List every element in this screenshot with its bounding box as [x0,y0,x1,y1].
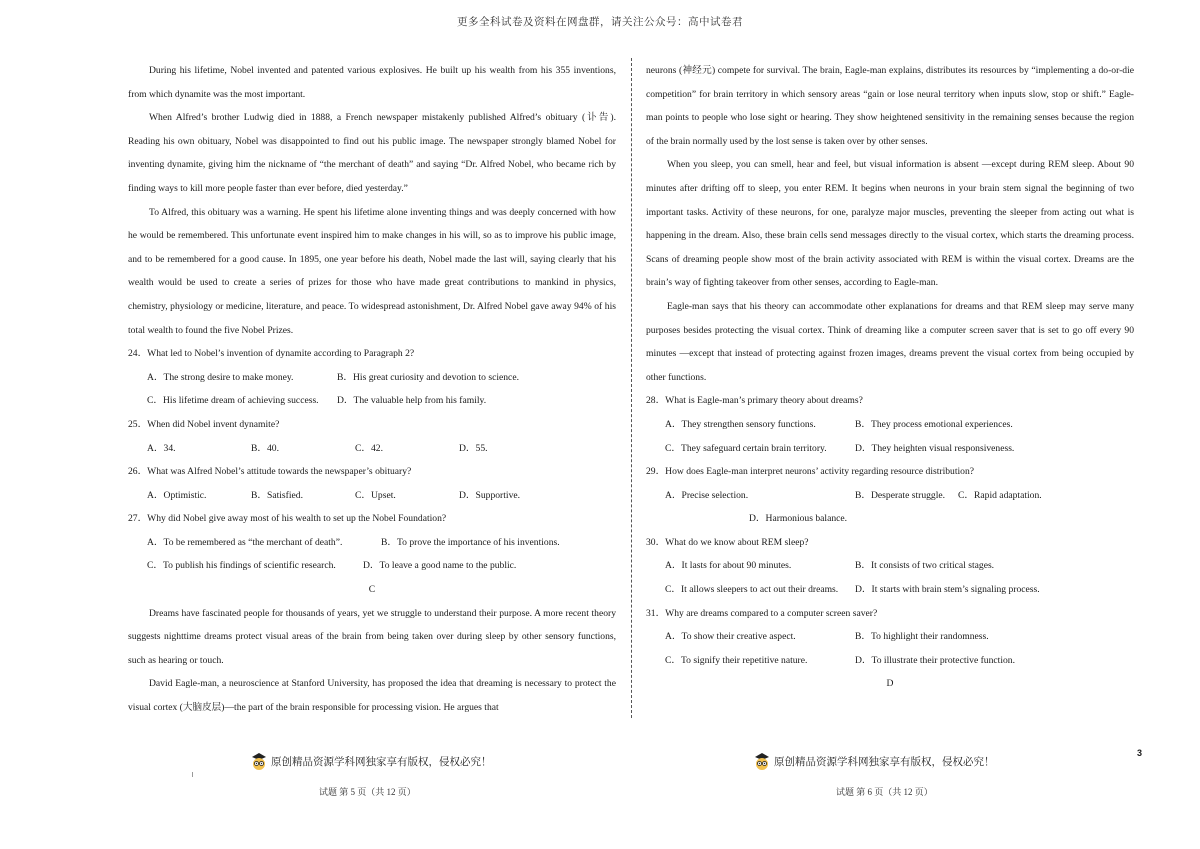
option-a: A．Precise selection. [665,489,749,501]
paragraph: To Alfred, this obituary was a warning. He spent his lifetime alone inventing things and was deeply concerned with how he would be remembered. This unfortunate event inspired him to make changes in his will, so as to improve his public image, and to be remembered for a good cause. In 1895, one year before his death, Nobel made the last will, saying clearly that his wealth would be used to create a series of prizes for those who have made great contributions to mankind in physics, chemistry, physiology or medicine, literature, and peace. To widespread astonishment, Dr. Alfred Nobel gave away 94% of his total wealth to found the five Nobel Prizes. [128,206,616,336]
sheet-number: 3 [1137,748,1143,758]
option-a: A．To be remembered as “the merchant of death”. [147,536,343,548]
paragraph: Eagle-man says that his theory can accommodate other explanations for dreams and that REM sleep may serve many purposes besides protecting the visual cortex. Think of dreaming like a computer screen saver that is set to go off every 90 minutes —except that instead of protecting against frozen images, dreams prevent the visual cortex from being occupied by other functions. [646,300,1134,383]
paragraph: Dreams have fascinated people for thousands of years, yet we struggle to understand their purpose. A more recent theory suggests nighttime dreams protect visual areas of the brain from being taken over during sleep by other sensory functions, such as hearing or touch. [128,607,616,666]
option-b: B．To highlight their randomness. [855,631,989,643]
option-d: D．The valuable help from his family. [337,395,487,407]
option-a: A．They strengthen sensory functions. [665,418,816,430]
left-column [128,59,616,720]
option-c: C．Rapid adaptation. [958,489,1042,501]
question-28-options [646,413,1134,460]
copyright-notice-right [752,751,995,771]
option-b: B．40. [251,442,279,454]
option-d: D．They heighten visual responsiveness. [855,442,1015,454]
option-c: C．His lifetime dream of achieving success. [147,395,319,407]
option-d: D．Supportive. [459,489,521,501]
page-number-right: 试题 第 6 页（共 12 页） [836,787,933,797]
question-24: 24．What led to Nobel’s invention of dynamite according to Paragraph 2? [128,348,415,360]
option-a: A．To show their creative aspect. [665,631,796,643]
top-banner: 更多全科试卷及资料在网盘群，请关注公众号：高中试卷君 [457,17,743,28]
option-c: C．To signify their repetitive nature. [665,654,808,666]
option-c: C．They safeguard certain brain territory. [665,442,827,454]
option-a: A．The strong desire to make money. [147,371,294,383]
question-26-options [128,484,616,508]
owl-logo-icon [249,751,269,771]
option-c: C．To publish his findings of scientific research. [147,560,336,572]
option-d: D．To illustrate their protective function. [855,654,1015,666]
paragraph: During his lifetime, Nobel invented and patented various explosives. He built up his wealth from his 355 inventions, from which dynamite was the most important. [128,65,616,100]
option-b: B．They process emotional experiences. [855,418,1013,430]
right-column [646,59,1134,696]
option-d: D．It starts with brain stem’s signaling process. [855,584,1040,596]
question-31: 31．Why are dreams compared to a computer screen saver? [646,607,878,619]
question-31-options [646,625,1134,672]
owl-logo-icon [752,751,772,771]
option-c: C．42. [355,442,383,454]
option-b: B．To prove the importance of his inventions. [381,536,560,548]
option-b: B．His great curiosity and devotion to science. [337,371,519,383]
question-26: 26．What was Alfred Nobel’s attitude towards the newspaper’s obituary? [128,466,412,478]
question-28: 28．What is Eagle-man’s primary theory about dreams? [646,395,863,407]
option-b: B．Satisfied. [251,489,303,501]
option-a: A．It lasts for about 90 minutes. [665,560,792,572]
option-b: B．It consists of two critical stages. [855,560,995,572]
question-25-options [128,437,616,461]
column-divider [631,58,632,718]
option-d: D．Harmonious balance. [749,513,848,525]
margin-mark [192,772,193,777]
paragraph: When Alfred’s brother Ludwig died in 1888, a French newspaper mistakenly published Alfred’s obituary (讣告). Reading his own obituary, Nobel was disappointed to find out his public image. The newspaper strongly blamed Nobel for inventing dynamite, giving him the nickname of “the merchant of death” and saying “Dr. Alfred Nobel, who became rich by finding ways to kill more people faster than ever before, died yesterday.” [128,112,616,194]
page-number-left: 试题 第 5 页（共 12 页） [319,787,416,797]
option-d: D．To leave a good name to the public. [363,560,517,572]
question-30: 30．What do we know about REM sleep? [646,536,809,548]
paragraph: neurons (神经元) compete for survival. The brain, Eagle-man explains, distributes its resources by “implementing a do-or-die competition” for brain territory in which sensory areas “gain or lose neural territory when inputs slow, stop or shift.” Eagle-man points to people who lose sight or hearing. They show heightened sensitivity in the remaining senses because the region of the brain normally used by the lost sense is taken over by other senses. [646,65,1134,147]
question-27: 27．Why did Nobel give away most of his wealth to set up the Nobel Foundation? [128,513,447,525]
question-30-options [646,554,1134,601]
paragraph: When you sleep, you can smell, hear and feel, but visual information is absent —except during REM sleep. About 90 minutes after drifting off to sleep, you enter REM. It begins when neurons in your brain stem signal the beginning of two important tasks. Activity of these neurons, for one, paralyze major muscles, preventing the sleeper from acting out what is happening in the dream. Also, these brain cells send messages directly to the visual cortex, which starts the dreaming process. Scans of dreaming people show most of the brain activity associated with REM is within the visual cortex. Dreams are the brain’s way of fighting takeover from other senses, according to Eagle-man. [646,159,1134,289]
copyright-text: 原创精品资源学科网独家享有版权，侵权必究！ [774,756,995,768]
section-c-heading: C [368,584,376,596]
copyright-text: 原创精品资源学科网独家享有版权，侵权必究！ [271,756,492,768]
option-c: C．It allows sleepers to act out their dreams. [665,584,839,596]
option-c: C．Upset. [355,489,396,501]
question-29-options [646,484,1134,531]
question-24-options [128,366,616,413]
question-29: 29．How does Eagle-man interpret neurons’ activity regarding resource distribution? [646,466,975,478]
option-a: A．Optimistic. [147,489,207,501]
option-a: A．34. [147,442,176,454]
copyright-notice-left [249,751,492,771]
question-27-options [128,531,616,578]
question-25: 25．When did Nobel invent dynamite? [128,418,280,430]
option-d: D．55. [459,442,488,454]
paragraph: David Eagle-man, a neuroscience at Stanford University, has proposed the idea that dreaming is necessary to protect the visual cortex (大脑皮层)—the part of the brain responsible for processing vision. He argues that [128,678,616,714]
option-b: B．Desperate struggle. [855,489,946,501]
section-d-heading: D [886,678,894,690]
